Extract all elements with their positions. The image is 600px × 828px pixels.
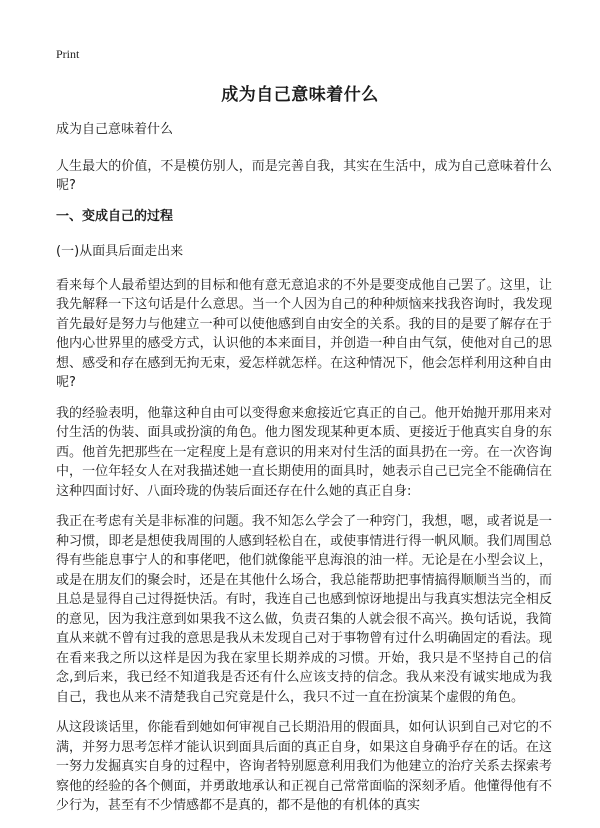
body-paragraph: 我正在考虑有关是非标准的问题。我不知怎么学会了一种窍门，我想，嗯，或者说是一种习惯，即老是想使我周围的人感到轻松自在，或使事情进行得一帆风顺。我们周围总得有些能息事宁人的和事佬吧，他们就像能平息海浪的油一样。无论是在小型会议上，或是在朋友们的聚会时，还是在其他什么场合，我总能帮助把事情搞得顺顺当当的，而且总是显得自己过得挺快活。有时，我连自己也感到惊讶地提出与我真实想法完全相反的意见，因为我注意到如果我不这么做，负责召集的人就会很不高兴。换句话说，我简直从来就不曾有过我的意思是我从未发现自己对于事物曾有过什么明确固定的看法。现在看来我之所以这样是因为我在家里长期养成的习惯。开始，我只是不坚持自己的信念,到后来，我已经不知道我是否还有什么应该支持的信念。我从来没有诚实地成为我自己，我也从来不清楚我自己究竟是什么，我只不过一直在扮演某个虚假的角色。 — [56, 514, 552, 705]
section-heading: 一、变成自己的过程 — [56, 208, 174, 224]
document-title: 成为自己意味着什么 — [221, 85, 379, 105]
intro-paragraph: 人生最大的价值，不是模仿别人，而是完善自我，其实在生活中，成为自己意味着什么呢? — [56, 158, 552, 193]
body-paragraph: 看来每个人最希望达到的目标和他有意无意追求的不外是要变成他自己罢了。这里，让我先解释一下这句话是什么意思。当一个人因为自己的种种烦恼来找我咨询时，我发现首先最好是努力与他建立一种可以使他感到自由安全的关系。我的目的是要了解存在于他内心世界里的感受方式，认识他的本来面目，并创造一种自由气氛，使他对自己的思想、感受和存在感到无拘无束，爱怎样就怎样。在这种情况下，他会怎样利用这种自由呢? — [56, 277, 552, 390]
subsection-heading: (一)从面具后面走出来 — [56, 244, 184, 259]
body-paragraph: 从这段谈话里，你能看到她如何审视自己长期沿用的假面具，如何认识到自己对它的不满，并努力思考怎样才能认识到面具后面的真正自身，如果这自身确乎存在的话。在这一努力发掘真实自身的过程中，咨询者特别愿意利用我们为他建立的治疗关系去探索考察他的经验的各个侧面，并勇敢地承认和正视自己常常面临的深刻矛盾。他懂得他有不少行为，甚至有不少情感都不是真的，都不是他的有机体的真实 — [56, 720, 552, 813]
document-body — [56, 120, 552, 827]
print-link[interactable]: Print — [56, 47, 80, 61]
body-paragraph: 我的经验表明，他靠这种自由可以变得愈来愈接近它真正的自己。他开始抛开那用来对付生活的伪装、面具或扮演的角色。他力图发现某种更本质、更接近于他真实自身的东西。他首先把那些在一定程度上是有意识的用来对付生活的面具扔在一旁。在一次咨询中，一位年轻女人在对我描述她一直长期使用的面具时，她表示自己已完全不能确信在这种四面讨好、八面玲珑的伪装后面还存在什么她的真正自身: — [56, 405, 552, 499]
document-subtitle: 成为自己意味着什么 — [56, 122, 174, 137]
